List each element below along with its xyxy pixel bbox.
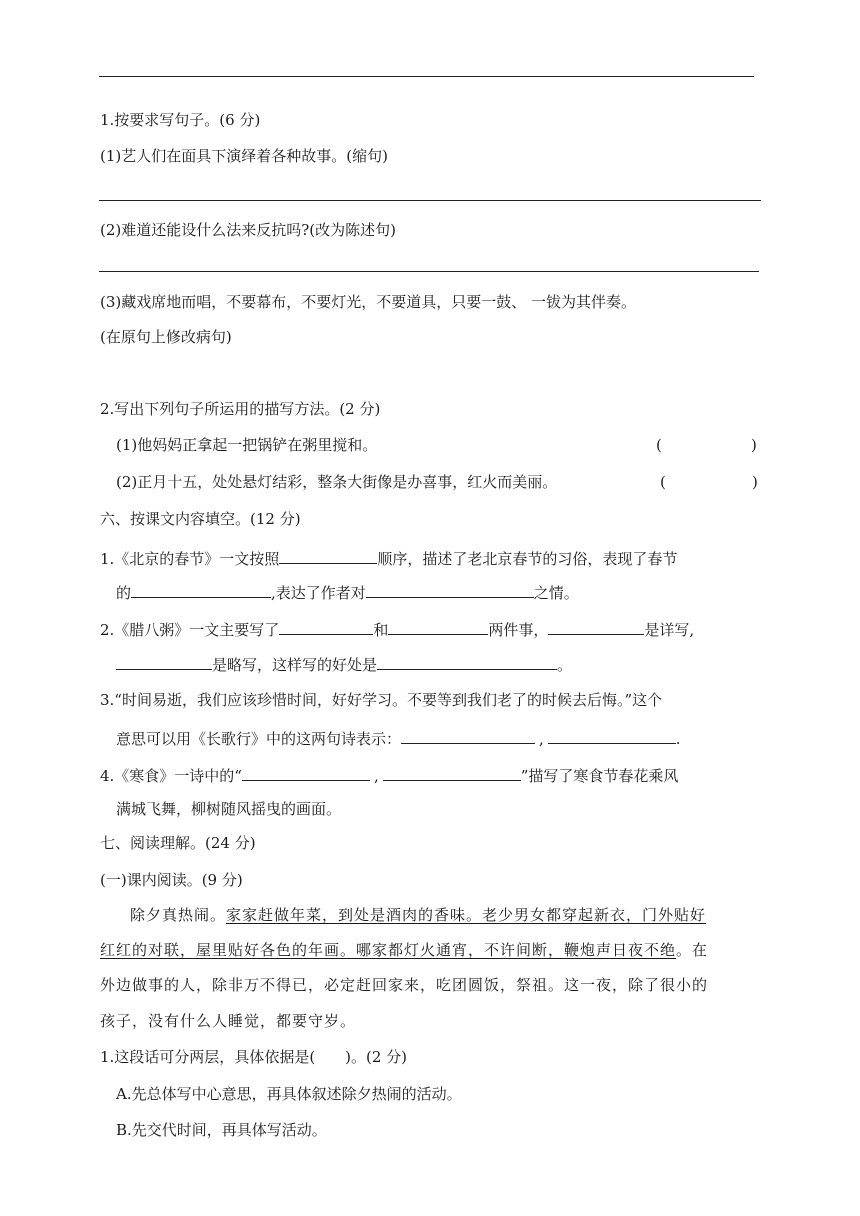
question-1-sentence-3-note: (在原句上修改病句) bbox=[100, 328, 232, 346]
answer-paren-close-2: ) bbox=[752, 473, 758, 491]
reading-passage-line-4: 孩子，没有什么人睡觉，都要守岁。 bbox=[100, 1012, 357, 1030]
reading-passage-line-1 bbox=[130, 905, 706, 925]
item-1-text-b: 顺序，描述了老北京春节的习俗，表现了春节 bbox=[377, 550, 678, 568]
question-1-sentence-3: (3)藏戏席地而唱，不要幕布，不要灯光，不要道具，只要一鼓、 一钹为其伴奏。 bbox=[100, 293, 637, 311]
item-4-comma: , bbox=[373, 767, 379, 785]
blank-4-1[interactable] bbox=[242, 764, 370, 781]
option-b[interactable]: B.先交代时间，再具体写活动。 bbox=[116, 1121, 327, 1139]
question-2-sentence-2: (2)正月十五，处处悬灯结彩，整条大街像是办喜事，红火而美丽。 bbox=[116, 473, 558, 491]
item-2-text-c: 两件事， bbox=[488, 621, 549, 639]
passage-text-2b: 。在 bbox=[676, 941, 709, 959]
section-6-item-3-line-2 bbox=[116, 727, 681, 749]
answer-line-2[interactable] bbox=[99, 271, 759, 272]
section-7-title: 七、阅读理解。(24 分) bbox=[100, 834, 256, 852]
blank-2-3[interactable] bbox=[548, 618, 644, 635]
item-3-comma: , bbox=[539, 730, 544, 748]
passage-lead: 除夕真热闹。 bbox=[130, 906, 227, 924]
blank-2-5[interactable] bbox=[377, 653, 557, 670]
item-4-text-a: 4.《寒食》一诗中的“ bbox=[100, 767, 242, 785]
item-4-text-b: ”描写了寒食节春花乘风 bbox=[520, 767, 679, 785]
item-1-text-d: ,表达了作者对 bbox=[271, 584, 366, 602]
answer-line-1[interactable] bbox=[99, 200, 761, 201]
section-6-item-4-line-2: 满城飞舞，柳树随风摇曳的画面。 bbox=[116, 800, 342, 818]
question-2-title: 2.写出下列句子所运用的描写方法。(2 分) bbox=[100, 400, 381, 418]
blank-2-2[interactable] bbox=[388, 618, 488, 635]
question-2-sentence-1: (1)他妈妈正拿起一把锅铲在粥里搅和。 bbox=[116, 436, 378, 454]
blank-2-4[interactable] bbox=[116, 653, 212, 670]
section-6-item-1-line-1 bbox=[100, 547, 677, 569]
question-1-sentence-2: (2)难道还能设什么法来反抗吗?(改为陈述句) bbox=[100, 221, 396, 239]
section-6-item-4-line-1 bbox=[100, 764, 678, 786]
option-a[interactable]: A.先总体写中心意思，再具体叙述除夕热闹的活动。 bbox=[116, 1085, 462, 1103]
blank-3-1[interactable] bbox=[401, 727, 535, 744]
question-1-title: 1.按要求写句子。(6 分) bbox=[100, 111, 261, 129]
reading-question-1: 1.这段话可分两层，具体依据是( )。(2 分) bbox=[100, 1048, 408, 1066]
section-7-subtitle: (一)课内阅读。(9 分) bbox=[100, 871, 243, 889]
reading-passage-line-2 bbox=[100, 940, 708, 960]
answer-paren-open-2: ( bbox=[660, 473, 666, 491]
blank-1-1[interactable] bbox=[279, 547, 377, 564]
item-2-text-e: 是略写，这样写的好处是 bbox=[212, 656, 378, 674]
item-2-text-d: 是详写, bbox=[644, 621, 695, 639]
item-2-text-b: 和 bbox=[373, 621, 389, 639]
answer-paren-close-1: ) bbox=[751, 436, 757, 454]
section-6-item-2-line-2 bbox=[116, 653, 572, 675]
item-2-text-a: 2.《腊八粥》一文主要写了 bbox=[100, 621, 280, 639]
item-1-text-c: 的 bbox=[116, 584, 132, 602]
item-1-text-e: 之情。 bbox=[533, 584, 579, 602]
top-divider bbox=[99, 76, 754, 77]
blank-1-3[interactable] bbox=[366, 581, 534, 598]
item-1-text-a: 1.《北京的春节》一文按照 bbox=[100, 550, 280, 568]
answer-paren-open-1: ( bbox=[656, 436, 662, 454]
blank-4-2[interactable] bbox=[383, 764, 521, 781]
section-6-item-3-line-1: 3.“时间易逝，我们应该珍惜时间，好好学习。不要等到我们老了的时候去后悔。”这个 bbox=[100, 691, 663, 709]
item-3-period: . bbox=[675, 730, 681, 748]
item-2-text-f: 。 bbox=[557, 656, 573, 674]
passage-underlined-1: 家家赶做年菜，到处是酒肉的香味。老少男女都穿起新衣，门外贴好 bbox=[226, 906, 707, 924]
reading-passage-line-3: 外边做事的人，除非万不得已，必定赶回家来，吃团圆饭，祭祖。这一夜，除了很小的 bbox=[100, 976, 709, 994]
blank-3-2[interactable] bbox=[548, 727, 676, 744]
section-6-title: 六、按课文内容填空。(12 分) bbox=[100, 510, 301, 528]
section-6-item-2-line-1 bbox=[100, 618, 694, 640]
question-1-sentence-1: (1)艺人们在面具下演绎着各种故事。(缩句) bbox=[100, 147, 388, 165]
blank-1-2[interactable] bbox=[131, 581, 271, 598]
passage-underlined-2: 红红的对联，屋里贴好各色的年画。哪家都灯火通宵，不许间断，鞭炮声日夜不绝 bbox=[100, 941, 677, 959]
section-6-item-1-line-2 bbox=[116, 581, 579, 603]
item-3-text-b: 意思可以用《长歌行》中的这两句诗表示： bbox=[116, 730, 402, 748]
blank-2-1[interactable] bbox=[279, 618, 373, 635]
